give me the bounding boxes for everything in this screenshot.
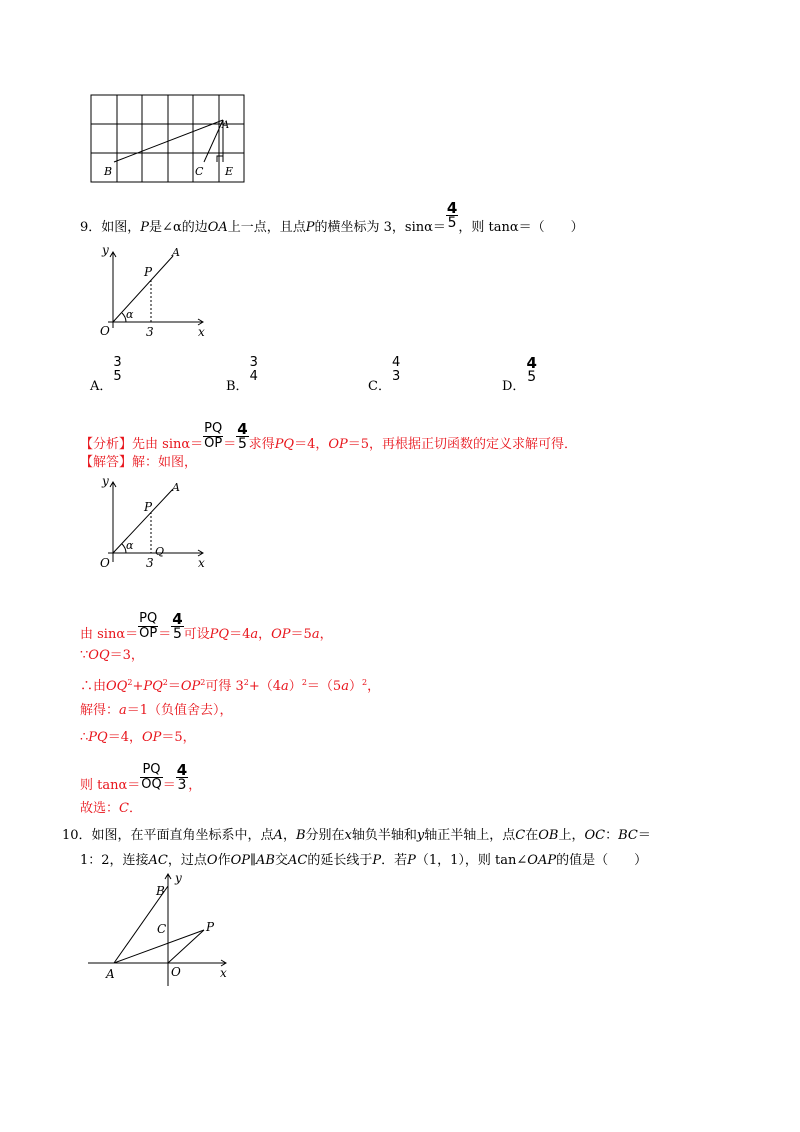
svg-text:3: 3	[146, 325, 154, 338]
option-a[interactable]: A． 3 5	[90, 355, 122, 394]
svg-text:α: α	[126, 539, 134, 552]
grid-figure	[80, 88, 260, 188]
q9-solution-line3: ∴由$OQ^2+PQ^2=OP^2$可得 $3^2+(4a)^2=(5a)^2$，	[80, 678, 381, 694]
svg-text:B: B	[156, 884, 165, 898]
q10-stem-line2: 1：2，连接AC，过点O作OP∥AB交AC的延长线于P．若P（1，1），则 tan∠OAP的值是（ ）	[80, 853, 648, 868]
q9-solution-line4: 解得：a＝1（负值舍去），	[80, 703, 233, 718]
grid-label-b: B	[104, 165, 113, 178]
svg-text:Q: Q	[155, 545, 165, 558]
q9-solution-line1: 由 sinα＝ $\frac{PQ}{OP}$ ＝ $\frac{4}{5}$ 可设PQ＝4a，OP＝5a，	[80, 610, 333, 642]
svg-text:x: x	[220, 966, 227, 980]
q9-sin-fraction: $\frac{4}{5}$	[446, 199, 458, 231]
svg-text:x: x	[198, 325, 205, 338]
q9-figure	[88, 240, 218, 338]
option-b[interactable]: B． 3 4	[226, 355, 258, 394]
q10-figure	[88, 868, 248, 988]
grid-label-e: E	[225, 165, 234, 178]
svg-text:P: P	[144, 500, 153, 514]
svg-text:y: y	[102, 474, 109, 488]
q9-solution-head: 【解答】解：如图，	[80, 455, 198, 470]
svg-text:C: C	[157, 922, 167, 936]
svg-text:3: 3	[146, 556, 154, 570]
q9-solution-line6: 则 tanα＝ $\frac{PQ}{OQ}$ ＝ $\frac{4}{3}$ ，	[80, 761, 202, 793]
svg-text:A: A	[172, 246, 180, 259]
q9-solution-figure	[88, 474, 218, 572]
svg-text:O: O	[100, 556, 110, 570]
svg-text:A: A	[172, 481, 180, 494]
svg-text:α: α	[126, 308, 134, 321]
option-d[interactable]: D． 4 5	[502, 354, 537, 394]
q9-stem: 9．如图，P是∠α的边OA上一点，且点P的横坐标为 3，sinα＝ $\frac{4}{5}$ ，则 tanα＝（ ）	[80, 199, 584, 235]
grid-label-c: C	[195, 165, 204, 178]
svg-text:y: y	[175, 871, 182, 885]
option-c[interactable]: C． 4 3	[368, 355, 401, 394]
svg-text:x: x	[198, 556, 205, 570]
svg-text:P: P	[144, 265, 153, 279]
q9-solution-line5: ∴PQ＝4，OP＝5，	[80, 730, 196, 745]
svg-text:y: y	[102, 243, 109, 257]
svg-text:A: A	[106, 967, 115, 981]
grid-label-a: A	[222, 120, 230, 131]
svg-text:P: P	[206, 920, 215, 934]
q9-solution-line7: 故选：C．	[80, 801, 142, 816]
q9-options	[90, 354, 590, 398]
q9-analysis: 【分析】先由 sinα＝ $\frac{PQ}{OP}$ ＝ $\frac{4}{5}$ 求得PQ＝4，OP＝5，再根据正切函数的定义求解可得．	[80, 420, 578, 452]
q10-stem-line1: 10．如图，在平面直角坐标系中，点A，B分别在x轴负半轴和y轴正半轴上，点C在OB上，OC：BC＝	[62, 828, 651, 843]
svg-text:O: O	[171, 965, 181, 979]
svg-text:O: O	[100, 324, 110, 338]
q9-solution-line2: ∵OQ＝3，	[80, 648, 144, 663]
